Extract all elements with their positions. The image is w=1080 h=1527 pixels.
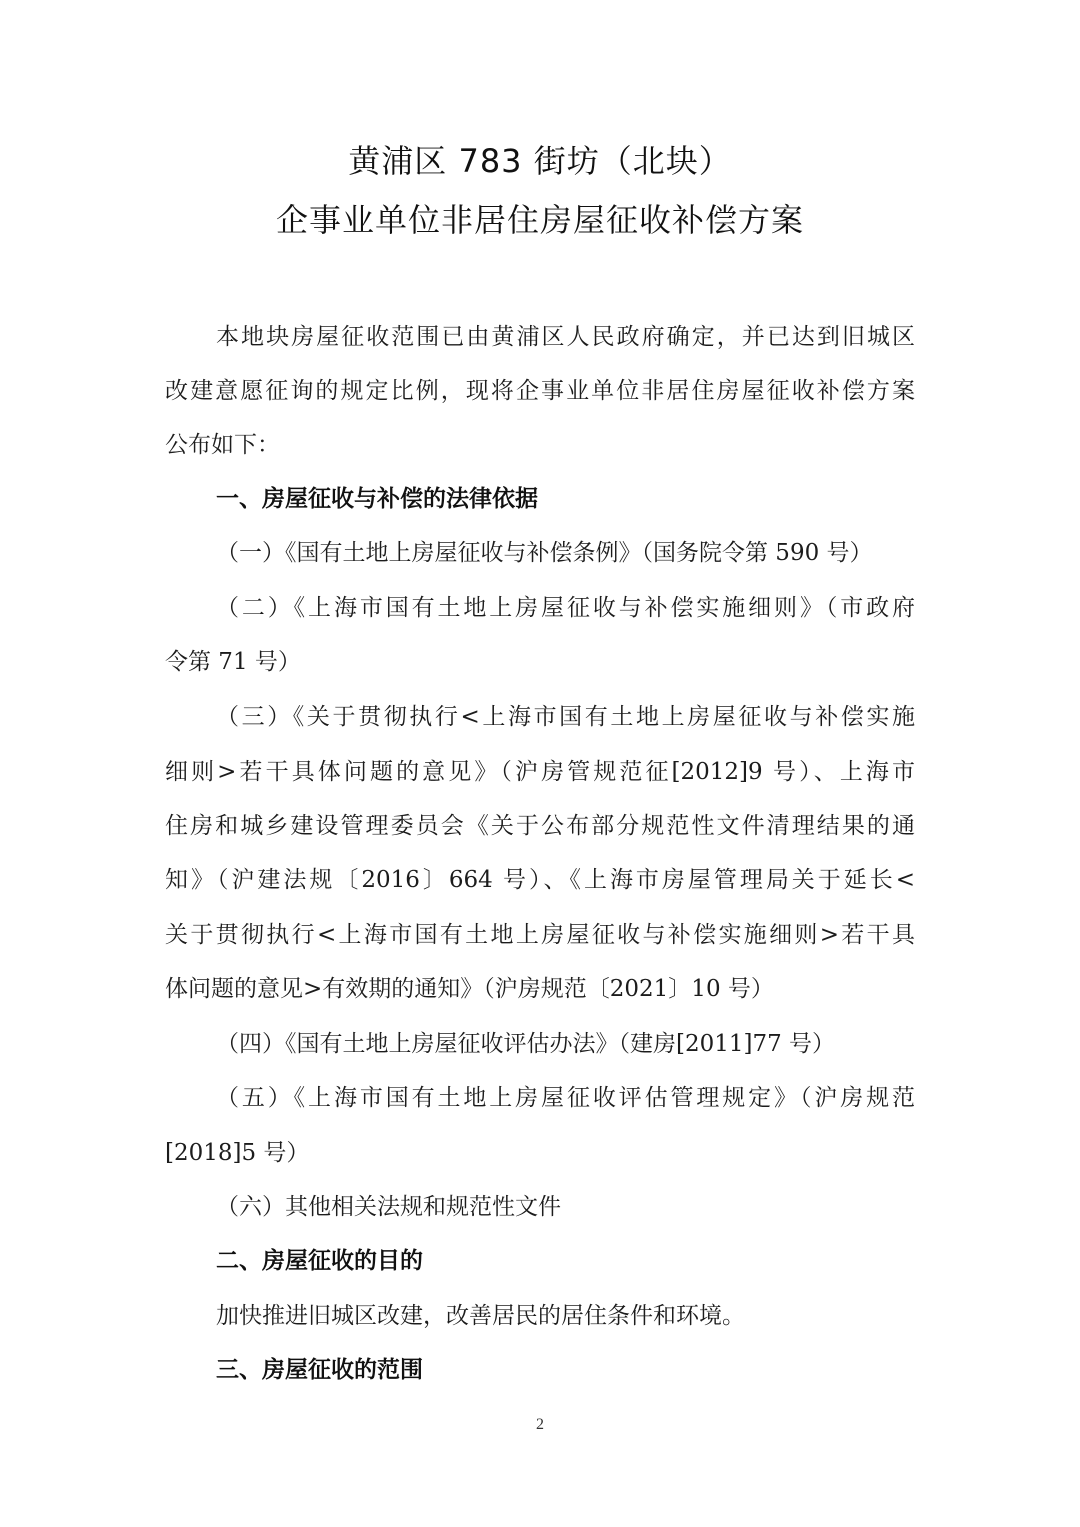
section1-item2-line1: （二）《上海市国有土地上房屋征收与补偿实施细则》（市政府	[216, 595, 915, 621]
section1-item3-line1: （三）《关于贯彻执行<上海市国有土地上房屋征收与补偿实施	[216, 704, 915, 730]
page-number: 2	[536, 1416, 544, 1433]
section1-item2-line2: 令第 71 号）	[165, 649, 301, 675]
intro-line-3: 公布如下：	[165, 432, 280, 458]
section1-item3-line2: 细则>若干具体问题的意见》（沪房管规范征[2012]9 号）、上海市	[165, 759, 915, 785]
section2-heading: 二、房屋征收的目的	[216, 1248, 423, 1274]
section1-item3-line5: 关于贯彻执行<上海市国有土地上房屋征收与补偿实施细则>若干具	[165, 922, 915, 948]
section1-item3-line3: 住房和城乡建设管理委员会《关于公布部分规范性文件清理结果的通	[165, 813, 915, 839]
intro-line-1: 本地块房屋征收范围已由黄浦区人民政府确定，并已达到旧城区	[216, 324, 915, 350]
section3-heading: 三、房屋征收的范围	[216, 1357, 423, 1383]
section1-item6: （六）其他相关法规和规范性文件	[216, 1194, 561, 1220]
section1-item4: （四）《国有土地上房屋征收评估办法》（建房[2011]77 号）	[216, 1031, 836, 1057]
section1-item1: （一）《国有土地上房屋征收与补偿条例》（国务院令第 590 号）	[216, 540, 873, 566]
section1-item5-line2: [2018]5 号）	[165, 1140, 310, 1166]
section1-item3-line4: 知》（沪建法规〔2016〕664 号）、《上海市房屋管理局关于延长<	[165, 867, 915, 893]
section2-text: 加快推进旧城区改建，改善居民的居住条件和环境。	[216, 1303, 745, 1329]
document-title-line2: 企事业单位非居住房屋征收补偿方案	[275, 201, 804, 239]
document-title-line1: 黄浦区 783 街坊（北块）	[348, 142, 732, 180]
intro-line-2: 改建意愿征询的规定比例，现将企事业单位非居住房屋征收补偿方案	[165, 378, 915, 404]
section1-item3-line6: 体问题的意见>有效期的通知》（沪房规范〔2021〕10 号）	[165, 976, 774, 1002]
section1-heading: 一、房屋征收与补偿的法律依据	[216, 486, 538, 512]
section1-item5-line1: （五）《上海市国有土地上房屋征收评估管理规定》（沪房规范	[216, 1085, 915, 1111]
